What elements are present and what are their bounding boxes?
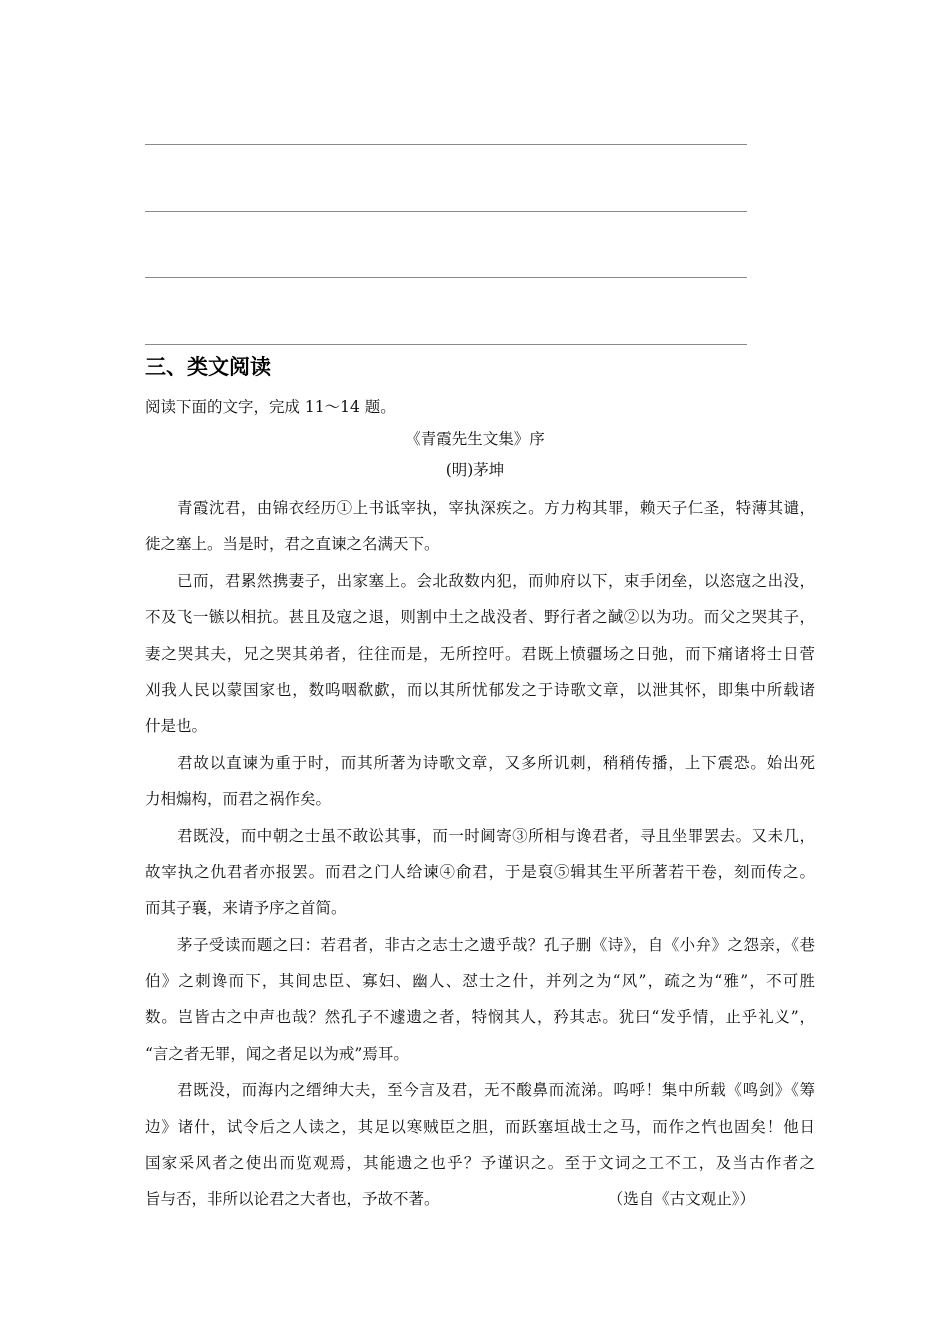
body-line: 不及飞一镞以相抗。甚且及寇之退，则割中土之战没者、野行者之馘②以为功。而父之哭其子， xyxy=(145,608,815,627)
body-line: “言之者无罪，闻之者足以为戒”焉耳。 xyxy=(145,1044,409,1063)
body-line: 君既没，而海内之缙绅大夫，至今言及君，无不酸鼻而流涕。呜呼！集中所载《鸣剑》《筹 xyxy=(177,1081,815,1100)
body-line: 力相煽构，而君之祸作矣。 xyxy=(145,790,332,809)
final-line xyxy=(145,1181,755,1217)
body-line: 旨与否，非所以论君之大者也，予故不著。 xyxy=(145,1190,440,1209)
answer-line-3 xyxy=(145,277,747,278)
source-citation: （选自《古文观止》） xyxy=(607,1190,755,1209)
article-title: 《青霞先生文集》序 xyxy=(405,430,545,448)
body-line: 故宰执之仇君者亦报罢。而君之门人给谏④俞君，于是裒⑤辑其生平所著若干卷，刻而传之。 xyxy=(145,862,815,881)
article-body xyxy=(145,490,815,1218)
answer-line-2 xyxy=(145,211,747,212)
body-line: 数。岂皆古之中声也哉？然孔子不遽遗之者，特悯其人，矜其志。犹曰“发乎情，止乎礼义”， xyxy=(145,1008,815,1027)
body-line: 刈我人民以蒙国家也，数呜咽欷歔，而以其所忧郁发之于诗歌文章，以泄其怀，即集中所载诸 xyxy=(145,680,815,699)
body-line: 君既没，而中朝之士虽不敢讼其事，而一时阃寄③所相与谗君者，寻且坐罪罢去。又未几， xyxy=(177,826,815,845)
body-line: 国家采风者之使出而览观焉，其能遗之也乎？予谨识之。至于文词之工不工，及当古作者之 xyxy=(145,1154,815,1173)
body-line: 徙之塞上。当是时，君之直谏之名满天下。 xyxy=(145,535,440,554)
section-heading: 三、类文阅读 xyxy=(145,355,271,379)
body-line: 伯》之刺谗而下，其间忠臣、寡妇、幽人、怼士之什，并列之为“风”，疏之为“雅”，不可胜 xyxy=(145,972,815,991)
article-author: (明)茅坤 xyxy=(445,461,505,479)
body-line: 君故以直谏为重于时，而其所著为诗歌文章，又多所讥刺，稍稍传播，上下震恐。始出死 xyxy=(177,753,815,772)
body-line: 什是也。 xyxy=(145,717,208,736)
instruction-text: 阅读下面的文字，完成 11～14 题。 xyxy=(145,398,396,416)
body-line: 边》诸什，试令后之人读之，其足以寒贼臣之胆，而跃塞垣战士之马，而作之忾也固矣！他日 xyxy=(145,1117,815,1136)
body-line: 青霞沈君，由锦衣经历①上书诋宰执，宰执深疾之。方力构其罪，赖天子仁圣，特薄其谴， xyxy=(177,499,815,517)
body-line: 已而，君累然携妻子，出家塞上。会北敌数内犯，而帅府以下，束手闭垒，以恣寇之出没， xyxy=(177,571,815,590)
body-line: 茅子受读而题之曰：若君者，非古之志士之遗乎哉？孔子删《诗》，自《小弁》之怨亲，《巷 xyxy=(177,935,815,954)
body-line: 妻之哭其夫，兄之哭其弟者，往往而是，无所控吁。君既上愤疆场之日弛，而下痛诸将士日菅 xyxy=(145,644,815,663)
body-line: 而其子襄，来请予序之首简。 xyxy=(145,899,347,918)
answer-line-1 xyxy=(145,144,747,145)
answer-line-4 xyxy=(145,344,747,345)
